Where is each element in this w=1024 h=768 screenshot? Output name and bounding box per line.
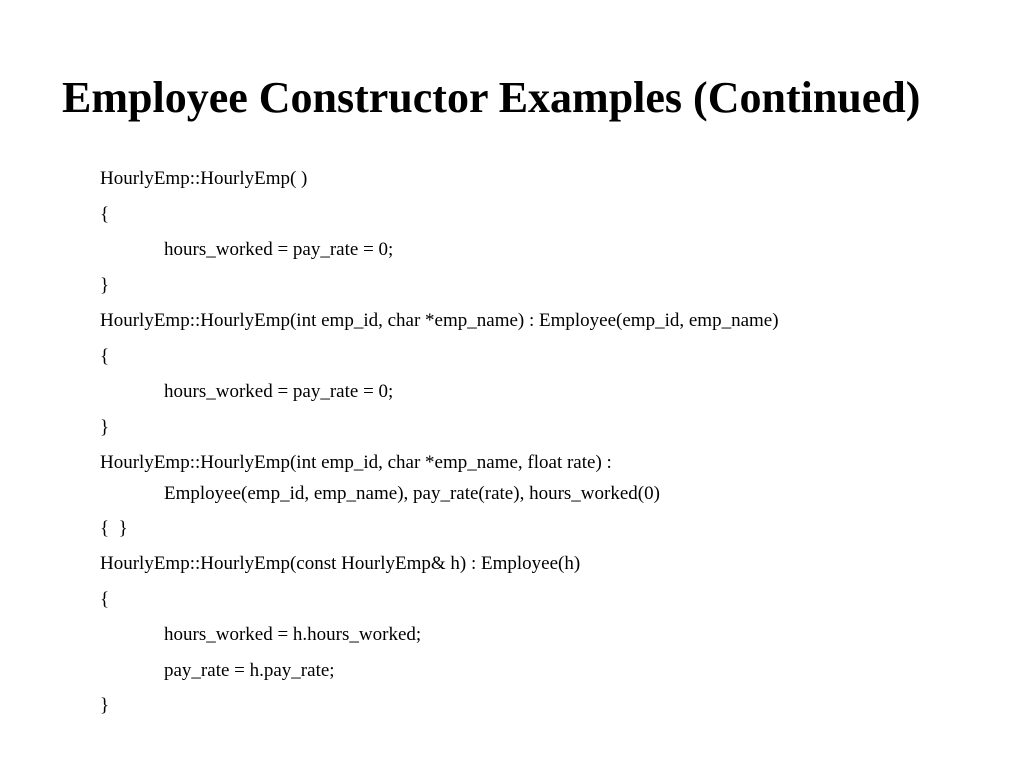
code-line: hours_worked = pay_rate = 0; xyxy=(164,381,394,402)
code-line: { } xyxy=(100,518,128,539)
code-line: } xyxy=(100,695,110,716)
code-line: { xyxy=(100,346,110,367)
code-line: } xyxy=(100,417,110,438)
code-line: hours_worked = h.hours_worked; xyxy=(164,624,422,645)
code-line: } xyxy=(100,275,110,296)
slide-title: Employee Constructor Examples (Continued) xyxy=(62,73,921,122)
code-line: { xyxy=(100,589,110,610)
code-line: HourlyEmp::HourlyEmp( ) xyxy=(100,168,308,189)
code-line: { xyxy=(100,204,110,225)
code-line: hours_worked = pay_rate = 0; xyxy=(164,239,394,260)
code-line: HourlyEmp::HourlyEmp(const HourlyEmp& h) : Employee(h) xyxy=(100,553,581,574)
code-line: pay_rate = h.pay_rate; xyxy=(164,660,335,681)
code-line: Employee(emp_id, emp_name), pay_rate(rate), hours_worked(0) xyxy=(164,483,660,504)
code-line: HourlyEmp::HourlyEmp(int emp_id, char *emp_name) : Employee(emp_id, emp_name) xyxy=(100,310,779,331)
code-line: HourlyEmp::HourlyEmp(int emp_id, char *emp_name, float rate) : xyxy=(100,452,612,473)
